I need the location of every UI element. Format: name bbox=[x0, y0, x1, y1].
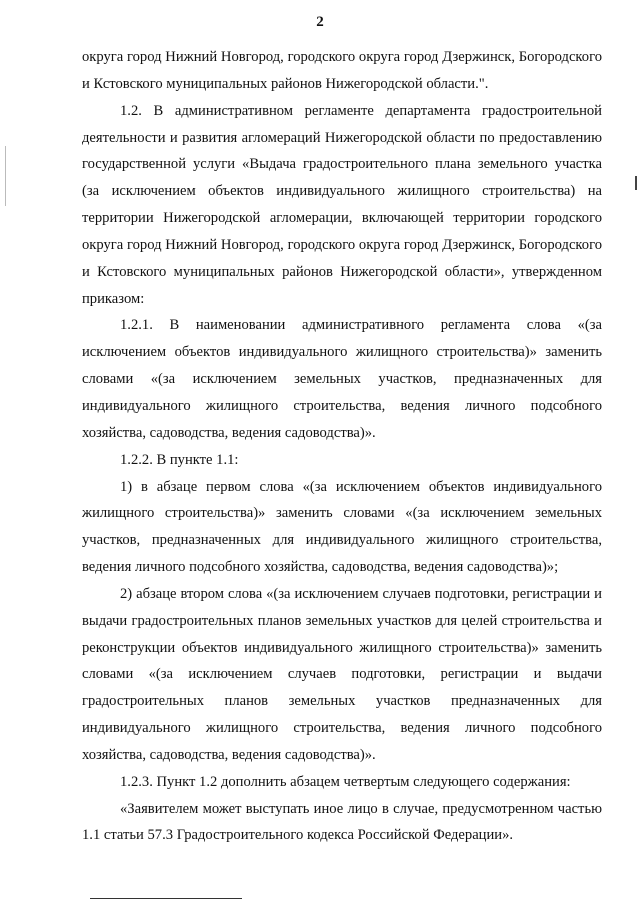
paragraph-1-2: 1.2. В административном регламенте департамента градостроительной деятельности и развития агломераций Нижегородской области по предоставлению государственной услуги «Выдача градостроительного плана земельного участка (за исключением объектов индивидуального жилищного строительства) на территории Нижегородской агломерации, включающей территории городского округа город Нижний Новгород, городского округа город Дзержинск, Богородского и Кстовского муниципальных районов Нижегородской области», утвержденном приказом: bbox=[82, 102, 602, 307]
document-body bbox=[82, 44, 602, 849]
paragraph-1-2-2: 1.2.2. В пункте 1.1: bbox=[120, 451, 239, 468]
page-number: 2 bbox=[316, 14, 324, 30]
paragraph-continuation: округа город Нижний Новгород, городского округа город Дзержинск, Богородского и Кстовского муниципальных районов Нижегородской области.". bbox=[82, 49, 602, 92]
scan-artifact-left bbox=[5, 146, 6, 206]
paragraph-1-2-3: 1.2.3. Пункт 1.2 дополнить абзацем четвертым следующего содержания: bbox=[120, 773, 571, 790]
paragraph-quote: «Заявителем может выступать иное лицо в случае, предусмотренном частью 1.1 статьи 57.3 Градостроительного кодекса Российской Федерации». bbox=[82, 800, 602, 844]
footnote-divider bbox=[90, 898, 242, 899]
paragraph-1-2-1: 1.2.1. В наименовании административного регламента слова «(за исключением объектов индивидуального жилищного строительства)» заменить словами «(за исключением земельных участков, предназначенных для индивидуального жилищного строительства, ведения личного подсобного хозяйства, садоводства, ведения садоводства)». bbox=[82, 317, 602, 441]
paragraph-item-2: 2) абзаце втором слова «(за исключением случаев подготовки, регистрации и выдачи градостроительных планов земельных участков для целей строительства и реконструкции объектов индивидуального жилищного строительства)» заменить словами «(за исключением случаев подготовки, регистрации и выдачи градостроительных планов земельных участков предназначенных для индивидуального жилищного строительства, ведения личного подсобного хозяйства, садоводства, ведения садоводства)». bbox=[82, 585, 602, 763]
paragraph-item-1: 1) в абзаце первом слова «(за исключением объектов индивидуального жилищного строительства)» заменить словами «(за исключением земельных участков, предназначенных для индивидуального жилищного строительства, ведения личного подсобного хозяйства, садоводства, ведения садоводства)»; bbox=[82, 478, 602, 576]
scan-artifact-right bbox=[635, 176, 637, 190]
